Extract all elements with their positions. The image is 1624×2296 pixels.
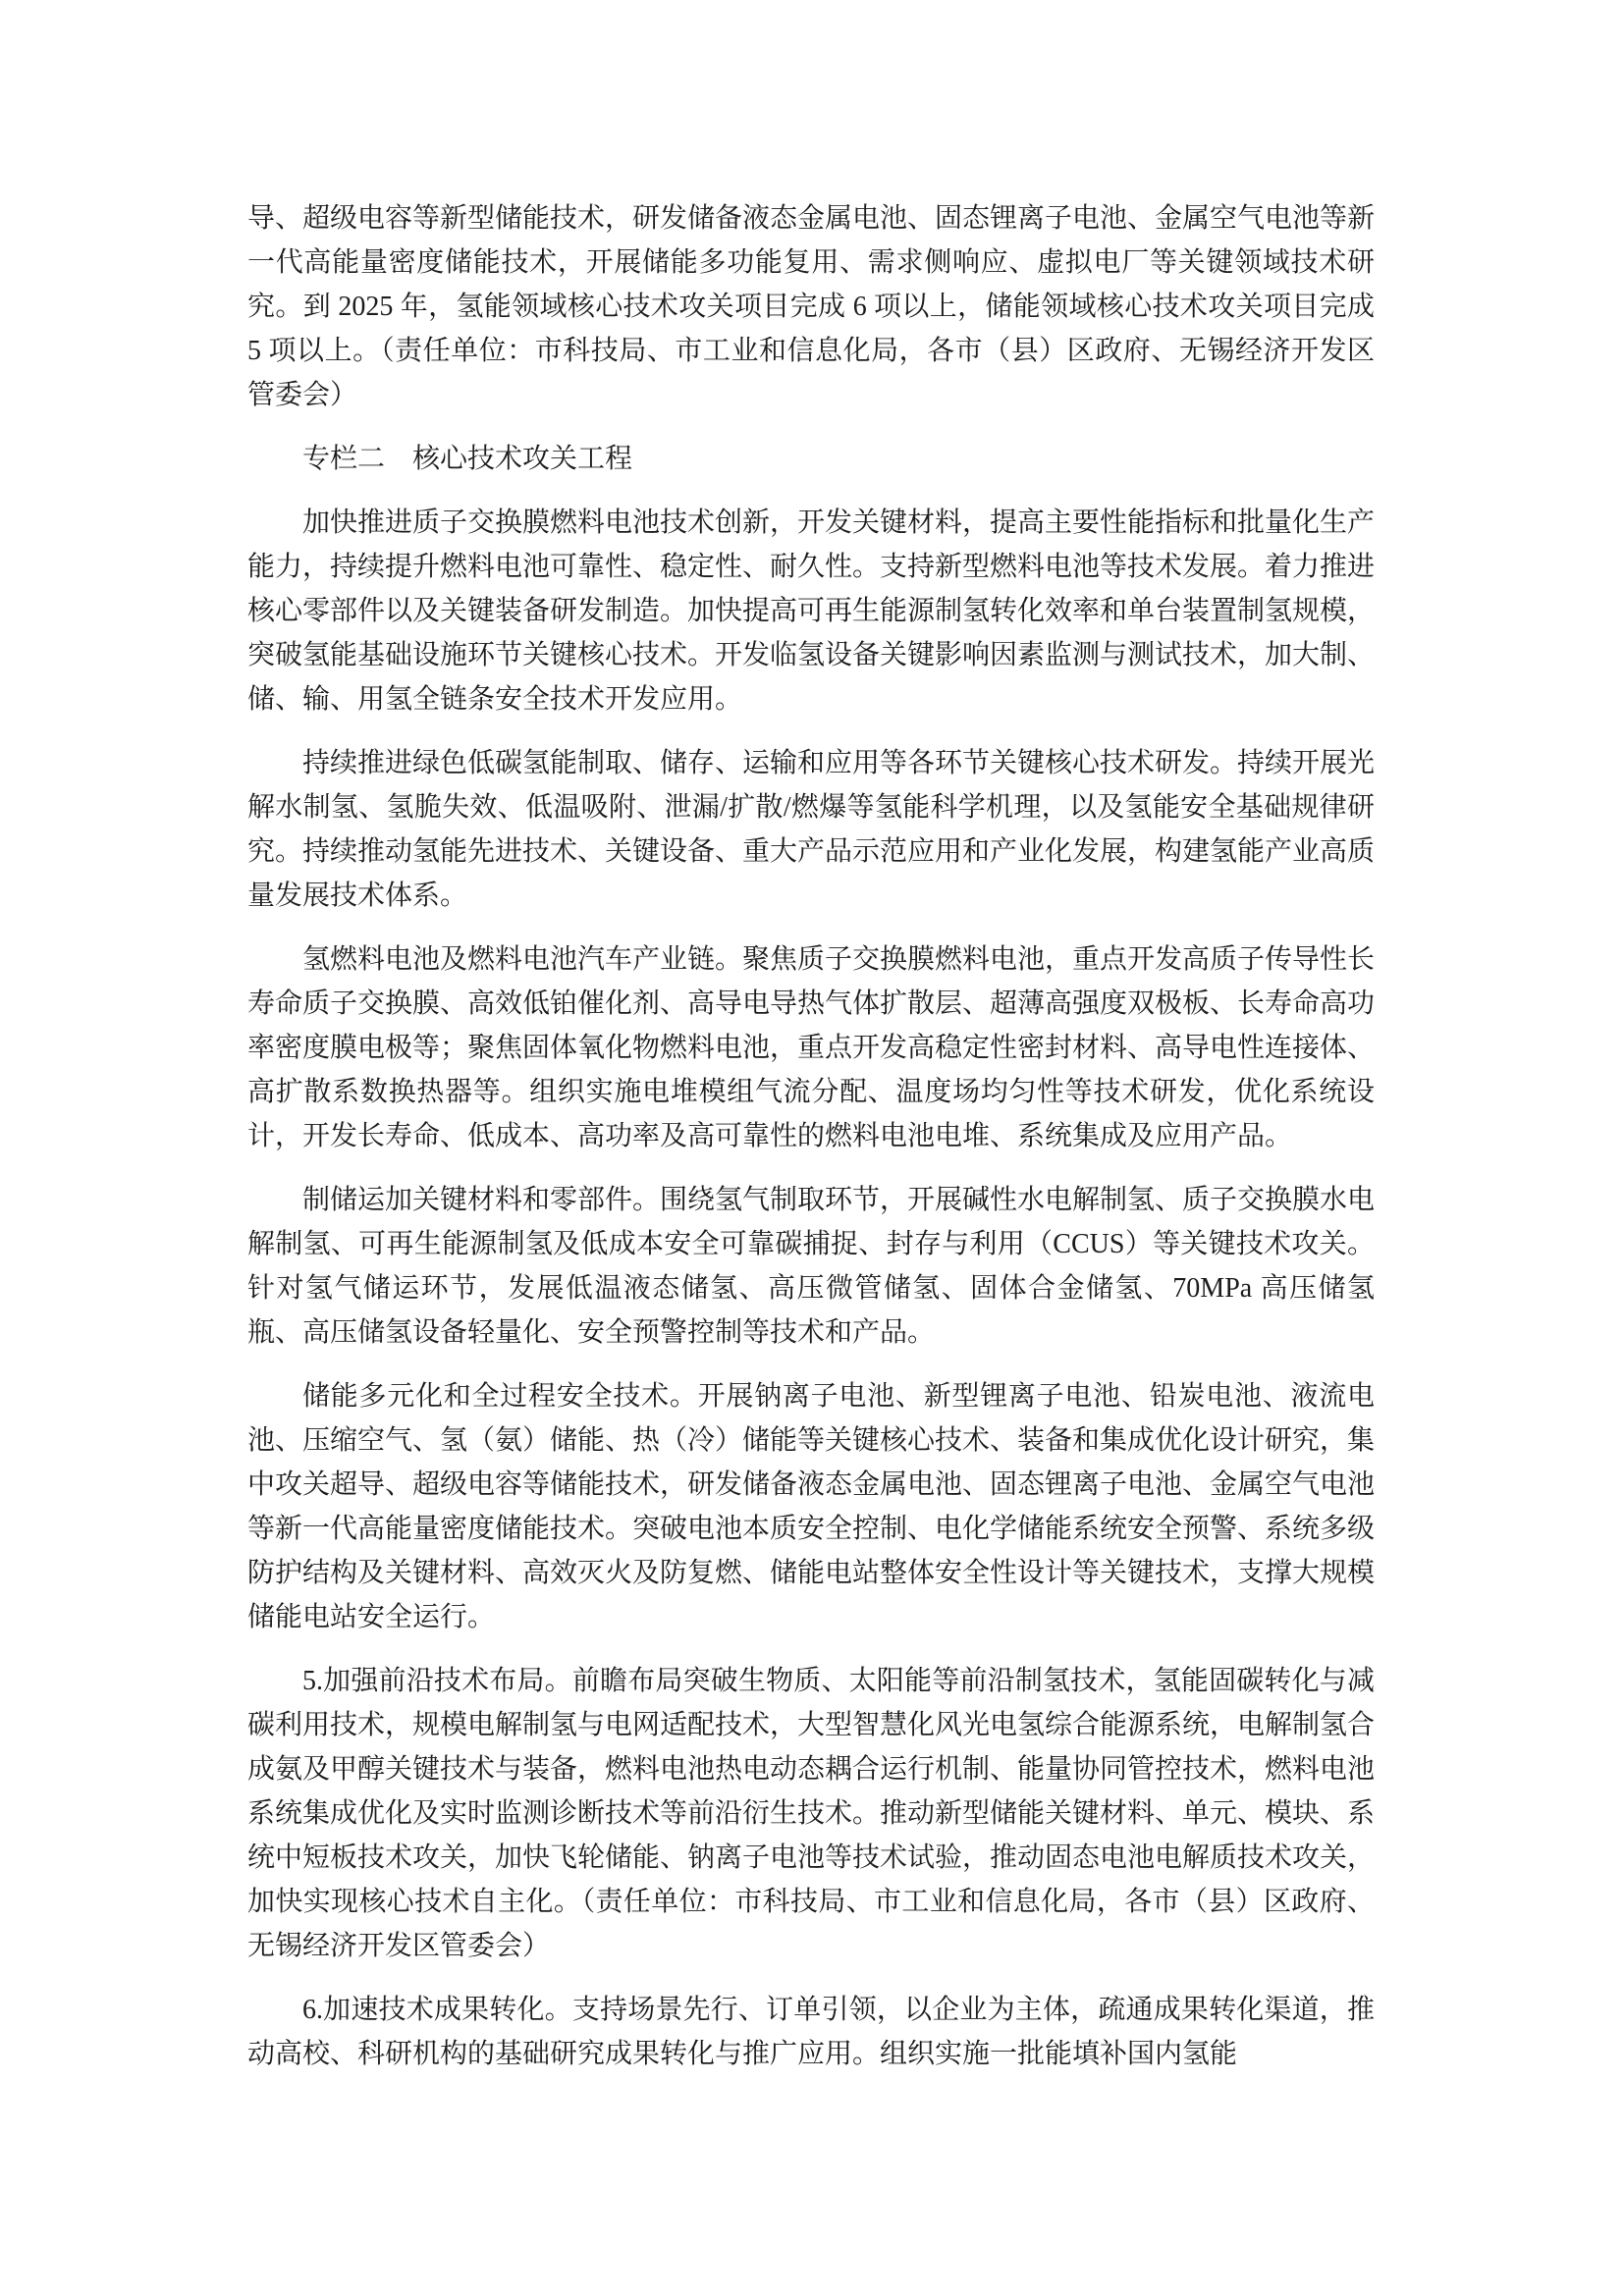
document-body bbox=[247, 196, 1375, 2096]
paragraph-fuel-cell-innovation: 加快推进质子交换膜燃料电池技术创新，开发关键材料，提高主要性能指标和批量化生产能力，持续提升燃料电池可靠性、稳定性、耐久性。支持新型燃料电池等技术发展。着力推进核心零部件以及关键装备研发制造。加快提高可再生能源制氢转化效率和单台装置制氢规模，突破氢能基础设施环节关键核心技术。开发临氢设备关键影响因素监测与测试技术，加大制、储、输、用氢全链条安全技术开发应用。 bbox=[247, 507, 1376, 715]
paragraph-materials-components: 制储运加关键材料和零部件。围绕氢气制取环节，开展碱性水电解制氢、质子交换膜水电解制氢、可再生能源制氢及低成本安全可靠碳捕捉、封存与利用（CCUS）等关键技术攻关。针对氢气储运环节，发展低温液态储氢、高压微管储氢、固体合金储氢、70MPa 高压储氢瓶、高压储氢设备轻量化、安全预警控制等技术和产品。 bbox=[247, 1185, 1376, 1348]
paragraph-green-hydrogen-research: 持续推进绿色低碳氢能制取、储存、运输和应用等各环节关键核心技术研发。持续开展光解水制氢、氢脆失效、低温吸附、泄漏/扩散/燃爆等氢能科学机理，以及氢能安全基础规律研究。持续推动氢能先进技术、关键设备、重大产品示范应用和产业化发展，构建氢能产业高质量发展技术体系。 bbox=[247, 748, 1376, 911]
column-2-heading: 专栏二 核心技术攻关工程 bbox=[302, 444, 633, 474]
paragraph-storage-diversification-safety: 储能多元化和全过程安全技术。开展钠离子电池、新型锂离子电池、铅炭电池、液流电池、压缩空气、氢（氨）储能、热（冷）储能等关键核心技术、装备和集成优化设计研究，集中攻关超导、超级电容等储能技术，研发储备液态金属电池、固态锂离子电池、金属空气电池等新一代高能量密度储能技术。突破电池本质安全控制、电化学储能系统安全预警、系统多级防护结构及关键材料、高效灭火及防复燃、储能电站整体安全性设计等关键技术，支撑大规模储能电站安全运行。 bbox=[247, 1381, 1376, 1632]
paragraph-storage-tech-continuation: 导、超级电容等新型储能技术，研发储备液态金属电池、固态锂离子电池、金属空气电池等新一代高能量密度储能技术，开展储能多功能复用、需求侧响应、虚拟电厂等关键领域技术研究。到 2025 年，氢能领域核心技术攻关项目完成 6 项以上，储能领域核心技术攻关项目完成 5 项以上。（责任单位：市科技局、市工业和信息化局，各市（县）区政府、无锡经济开发区管委会） bbox=[247, 203, 1376, 410]
paragraph-fuel-cell-vehicle-chain: 氢燃料电池及燃料电池汽车产业链。聚焦质子交换膜燃料电池，重点开发高质子传导性长寿命质子交换膜、高效低铂催化剂、高导电导热气体扩散层、超薄高强度双极板、长寿命高功率密度膜电极等；聚焦固体氧化物燃料电池，重点开发高稳定性密封材料、高导电性连接体、高扩散系数换热器等。组织实施电堆模组气流分配、温度场均匀性等技术研发，优化系统设计，开发长寿命、低成本、高功率及高可靠性的燃料电池电堆、系统集成及应用产品。 bbox=[247, 944, 1376, 1151]
paragraph-item5-frontier-tech: 5.加强前沿技术布局。前瞻布局突破生物质、太阳能等前沿制氢技术，氢能固碳转化与减碳利用技术，规模电解制氢与电网适配技术，大型智慧化风光电氢综合能源系统，电解制氢合成氨及甲醇关键技术与装备，燃料电池热电动态耦合运行机制、能量协同管控技术，燃料电池系统集成优化及实时监测诊断技术等前沿衍生技术。推动新型储能关键材料、单元、模块、系统中短板技术攻关，加快飞轮储能、钠离子电池等技术试验，推动固态电池电解质技术攻关，加快实现核心技术自主化。（责任单位：市科技局、市工业和信息化局，各市（县）区政府、无锡经济开发区管委会） bbox=[247, 1666, 1376, 1961]
paragraph-item6-tech-transfer: 6.加速技术成果转化。支持场景先行、订单引领，以企业为主体，疏通成果转化渠道，推动高校、科研机构的基础研究成果转化与推广应用。组织实施一批能填补国内氢能 bbox=[247, 1995, 1375, 2069]
